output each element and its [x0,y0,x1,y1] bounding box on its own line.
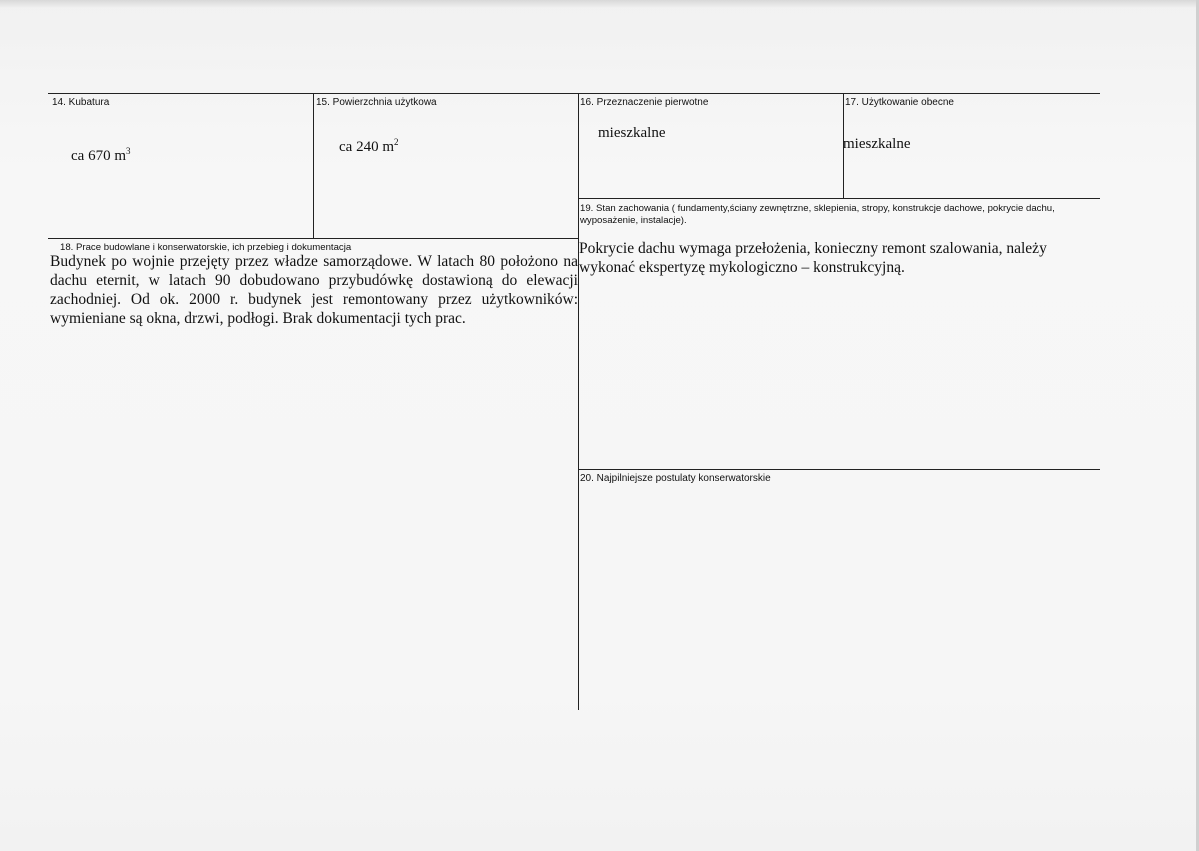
field-15-value-text: ca 240 m [339,139,394,155]
line-above-20 [578,469,1100,470]
field-15-value [339,139,398,156]
field-17-label: 17. Użytkowanie obecne [845,97,954,108]
field-17-value: mieszkalne [843,136,911,152]
field-16-value: mieszkalne [598,125,666,141]
divider-15-16 [578,93,579,710]
top-border-line [48,93,1100,94]
field-14-unit-sup: 3 [125,146,131,156]
field-15-label: 15. Powierzchnia użytkowa [316,97,437,108]
field-19-label-line1: 19. Stan zachowania ( fundamenty,ściany zewnętrzne, sklepienia, stropy, konstrukcje dachowe, pokrycie dachu, [580,203,1055,214]
divider-14-15 [313,93,314,238]
field-18-value: Budynek po wojnie przejęty przez władze samorządowe. W latach 80 położono na dachu eternit, w latach 90 dobudowano przybudówkę dostawioną do elewacji zachodniej. Od ok. 2000 r. budynek jest remontowany przez użytkowników: wymieniane są okna, drzwi, podłogi. Brak dokumentacji tych prac. [50,253,578,327]
field-16-label: 16. Przeznaczenie pierwotne [580,97,709,108]
field-14-value-text: ca 670 m [71,148,126,164]
field-15-unit-sup: 2 [393,137,399,147]
field-19-label-line2: wyposażenie, instalacje). [580,215,687,226]
field-20-label: 20. Najpilniejsze postulaty konserwatorskie [580,473,771,484]
field-18-label: 18. Prace budowlane i konserwatorskie, ich przebieg i dokumentacja [60,242,352,253]
line-above-19 [578,198,1100,199]
line-above-18 [48,238,579,239]
field-14-value [71,148,130,165]
field-14-label: 14. Kubatura [52,97,110,108]
scan-top-shadow [0,0,1199,8]
field-19-value: Pokrycie dachu wymaga przełożenia, konieczny remont szalowania, należy wykonać ekspertyzę mykologiczno – konstrukcyjną. [579,240,1047,276]
